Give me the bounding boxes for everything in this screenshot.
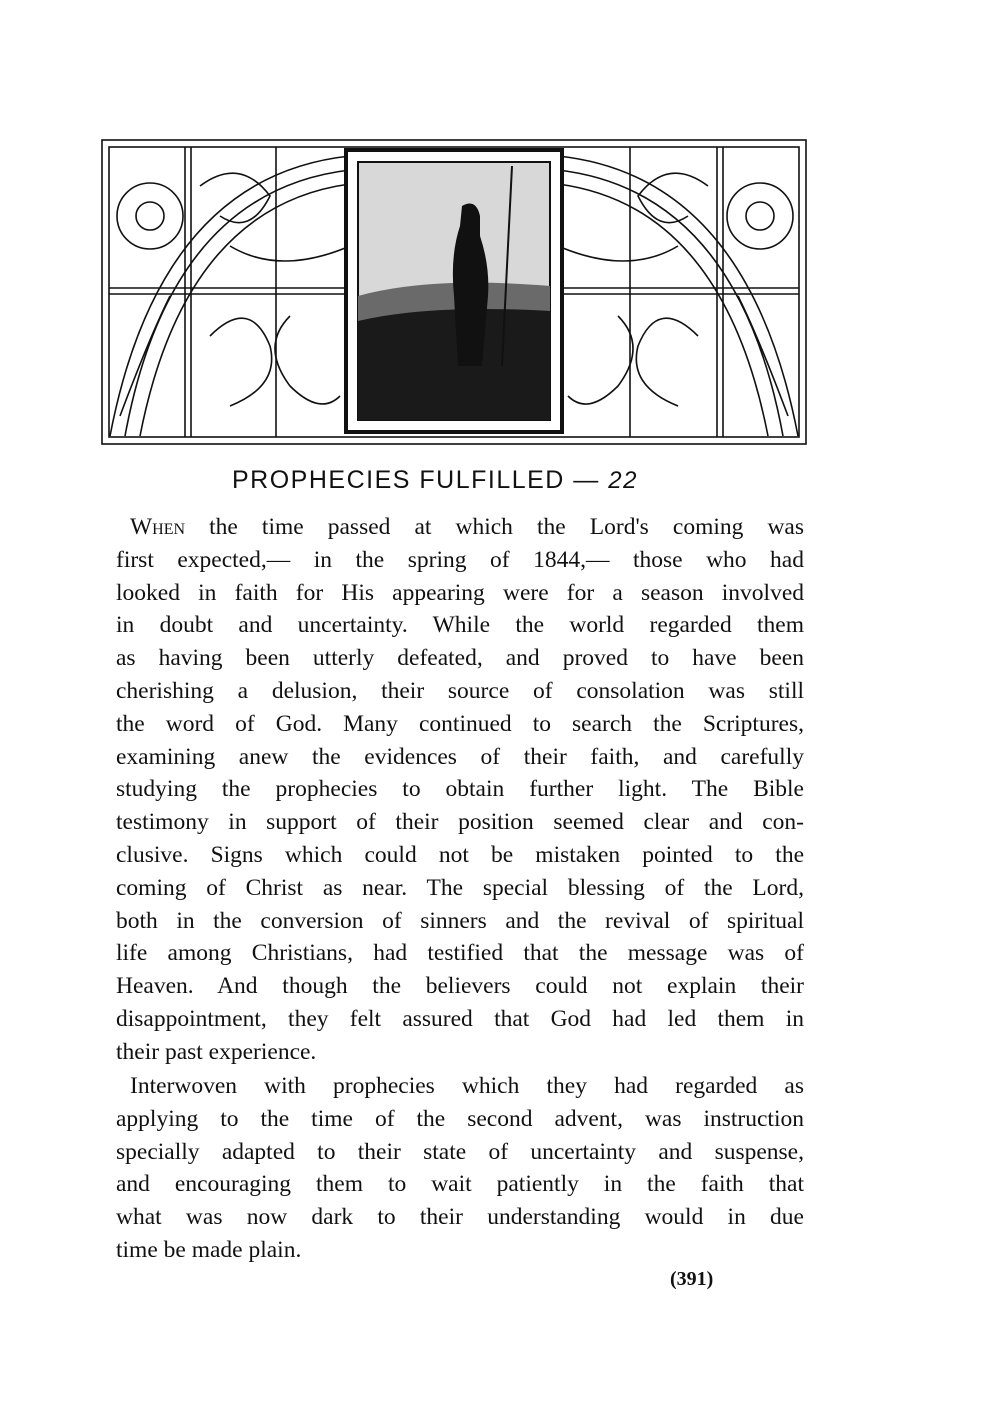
text-line: applying to the time of the second advent, was instruction	[116, 1105, 804, 1132]
chapter-title	[232, 466, 638, 495]
text-line: first expected,— in the spring of 1844,— those who had	[116, 546, 804, 573]
text-line	[116, 511, 804, 544]
page-number: (391)	[670, 1268, 714, 1290]
text-line: time be made plain.	[116, 1236, 302, 1263]
text-line: looked in faith for His appearing were for a season involved	[116, 579, 804, 606]
text-line: both in the conversion of sinners and the revival of spiritual	[116, 907, 804, 934]
text-line: and encouraging them to wait patiently in the faith that	[116, 1171, 804, 1198]
text-line: disappointment, they felt assured that God had led them in	[116, 1005, 804, 1032]
text-line: the word of God. Many continued to search the Scriptures,	[116, 710, 804, 737]
text-line: testimony in support of their position seemed clear and con-	[116, 809, 804, 836]
chapter-number: 22	[608, 467, 638, 494]
text-line: specially adapted to their state of uncertainty and suspense,	[116, 1138, 804, 1165]
paragraph-1	[116, 511, 804, 1069]
text-line: clusive. Signs which could not be mistaken pointed to the	[116, 841, 804, 868]
text-line: coming of Christ as near. The special blessing of the Lord,	[116, 874, 804, 901]
chapter-title-text: PROPHECIES FULFILLED	[232, 466, 565, 494]
text-line: what was now dark to their understanding would in due	[116, 1204, 804, 1231]
text-line: examining anew the evidences of their faith, and carefully	[116, 743, 804, 770]
text-line: Interwoven with prophecies which they had regarded as	[130, 1073, 804, 1099]
paragraph-2	[116, 1070, 804, 1267]
text-line: Heaven. And though the believers could not explain their	[116, 973, 804, 1000]
text-line: cherishing a delusion, their source of consolation was still	[116, 677, 804, 704]
text-line: in doubt and uncertainty. While the world regarded them	[116, 612, 804, 639]
text-line: their past experience.	[116, 1038, 317, 1065]
text-line: studying the prophecies to obtain further light. The Bible	[116, 776, 804, 803]
text-line: life among Christians, had testified that the message was of	[116, 940, 804, 967]
chapter-header-ornament	[100, 136, 810, 448]
opening-word: When	[130, 514, 186, 540]
text-line: as having been utterly defeated, and proved to have been	[116, 645, 804, 672]
title-dash: —	[564, 466, 609, 494]
line-text: the time passed at which the Lord's coming was	[185, 514, 804, 540]
